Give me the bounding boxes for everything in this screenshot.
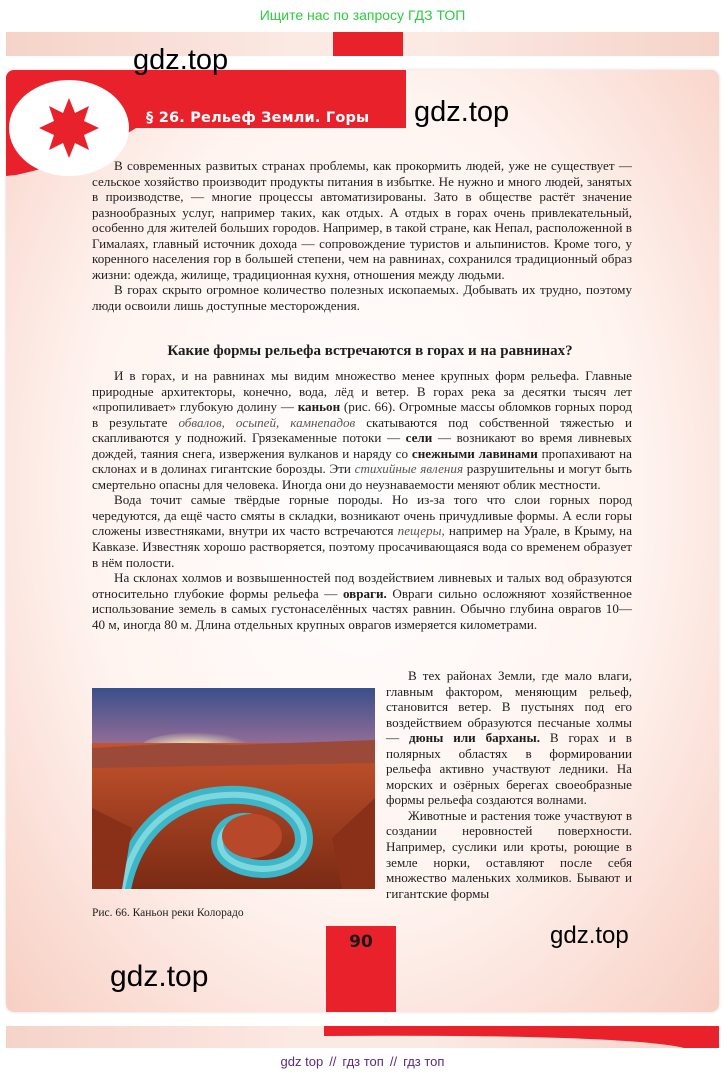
section-heading: Какие формы рельефа встречаются в горах и на равнинах?: [167, 343, 573, 359]
term-seli: сели: [405, 430, 433, 446]
body-paragraph: И в горах, и на равнинах мы видим множество менее крупных форм рельефа. Главные природные архитекторы, конечно, вода, лёд и ветер. В горах река за десятки тысяч лет «пропиливает» глубокую долину — каньон (рис. 66). Огромные массы обломков горных пород в результате обвалов, осыпей, камнепадов скатываются под собственной тяжестью и скапливаются у подножий. Грязекаменные потоки — сели — возникают во время ливневых дождей, таяния снега, извержения вулканов и наряду со снежными лавинами пропахивают на склонах и в долинах гигантские борозды. Эти стихийные явления разрушительны и могут быть смертельно опасны для человека. Иногда они до неузнаваемости меняют облик местности.: [92, 368, 633, 492]
body-paragraph: В тех районах Земли, где мало влаги, главным фактором, меняющим рельеф, становится ветер. В пустынях под его воздействием образуются песчаные холмы — дюны или барханы. В горах и в полярных областях в формировании рельефа активно участвуют ледники. На морских и озёрных берегах своеобразные формы рельефа создаются волнами.: [386, 668, 632, 808]
term-laviny: снежными лавинами: [411, 445, 538, 461]
page-number: 90: [349, 932, 373, 952]
next-page-ribbon: [324, 1026, 719, 1048]
intro-paragraph: В горах скрыто огромное количество полезных ископаемых. Добывать их трудно, поэтому люди освоили лишь доступные месторождения.: [92, 282, 632, 313]
footer-link[interactable]: гдз топ: [403, 1054, 445, 1069]
term-obvaly: обвалов, осыпей, камнепадов: [178, 414, 356, 430]
paragraph-title: § 26. Рельеф Земли. Горы: [146, 110, 370, 126]
footer-links: [0, 1054, 725, 1069]
canyon-photo: [92, 688, 375, 889]
term-ovragi: овраги.: [342, 585, 387, 601]
search-hint-link[interactable]: Ищите нас по запросу ГДЗ ТОП: [259, 7, 466, 23]
watermark: gdz.top: [133, 44, 229, 76]
body-paragraph: На склонах холмов и возвышенностей под воздействием ливневых и талых вод образуются относительно глубокие формы рельефа — овраги. Овраги сильно осложняют хозяйственное использование земель в самых густонаселённых частях равнин. Обычно глубина оврагов 10—40 м, иногда 80 м. Длина отдельных крупных оврагов измеряется километрами.: [92, 570, 632, 632]
term-stikhiynye-yavleniya: стихийные явления: [354, 461, 464, 477]
top-banner: [0, 0, 725, 32]
footer-separator: //: [329, 1054, 337, 1069]
body-paragraph: Животные и растения тоже участвуют в создании неровностей поверхности. Например, суслики или кроты, роющие в земле норки, оставляют после себя множество маленьких холмиков. Бывают и гигантские формы: [386, 807, 632, 901]
right-column-text: [386, 668, 632, 901]
term-peshchery: пещеры,: [397, 523, 445, 539]
figure-caption: Рис. 66. Каньон реки Колорадо: [92, 907, 244, 919]
intro-text: [92, 158, 632, 313]
body-text: [92, 368, 632, 632]
watermark: gdz.top: [110, 960, 209, 993]
body-paragraph: Вода точит самые твёрдые горные породы. Но из-за того что слои горных пород чередуются, да ещё часто смяты в складки, возникают очень причудливые формы. А если горы сложены известняками, внутри их часто встречаются пещеры, например на Урале, в Крыму, на Кавказе. Известняк хорошо растворяется, поэтому просачивающаяся вода со временем образует в нём полости.: [92, 492, 633, 570]
footer-separator: //: [389, 1054, 398, 1069]
watermark: gdz.top: [550, 922, 629, 949]
previous-page-tab: [333, 32, 403, 56]
intro-paragraph: В современных развитых странах проблемы, как прокормить людей, уже не существует — сельское хозяйство производит продукты питания в избытке. Не нужно и много людей, занятых в производстве, — многие процессы автоматизированы. Зато в обществе растёт значение разнообразных услуг, например таких, как отдых. А отдых в горах очень привлекательный, особенно для жителей больших городов. Например, в такой стране, как Непал, расположенной в Гималаях, главный источник дохода — сопровождение туристов и альпинистов. Кроме того, у коренного населения гор в большей степени, чем на равнинах, сохранился традиционный образ жизни: одежда, жилище, традиционная кухня, отношения между людьми.: [92, 158, 632, 282]
term-kanyon: каньон: [297, 399, 341, 415]
watermark: gdz.top: [414, 96, 510, 128]
footer-link[interactable]: гдз топ: [342, 1054, 384, 1069]
term-dyuny: дюны или барханы.: [409, 730, 540, 746]
footer-link[interactable]: gdz top: [280, 1054, 324, 1069]
